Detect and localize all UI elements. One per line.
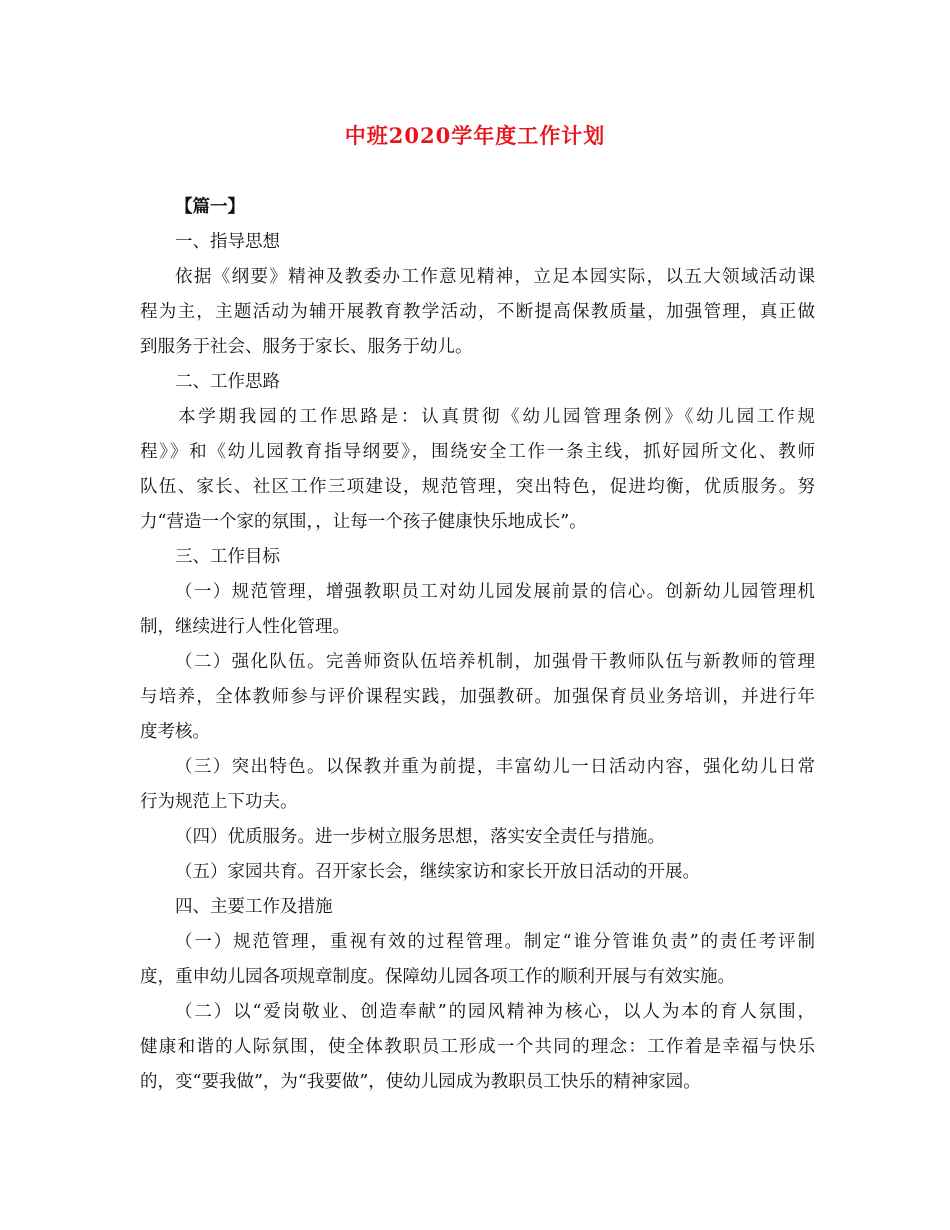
- paragraph-line: 的，变“要我做”，为“我要做”，使幼儿园成为教职员工快乐的精神家园。: [140, 1072, 701, 1092]
- heading-work-approach: 二、工作思路: [175, 372, 280, 392]
- paragraph-line: 本学期我园的工作思路是：认真贯彻《幼儿园管理条例》《幼儿园工作规: [178, 407, 815, 427]
- paragraph-line: 程为主，主题活动为辅开展教育教学活动，不断提高保教质量，加强管理，真正做: [140, 302, 815, 322]
- paragraph-line: 度考核。: [140, 722, 210, 742]
- paragraph-line: 行为规范上下功夫。: [140, 792, 298, 812]
- heading-work-goals: 三、工作目标: [175, 547, 280, 567]
- heading-guiding-thought: 一、指导思想: [175, 232, 280, 252]
- paragraph-line: 健康和谐的人际氛围，使全体教职员工形成一个共同的理念：工作着是幸福与快乐: [140, 1037, 815, 1057]
- paragraph-line: 度，重申幼儿园各项规章制度。保障幼儿园各项工作的顺利开展与有效实施。: [140, 967, 735, 987]
- paragraph-line: （二）以“爱岗敬业、创造奉献”的园风精神为核心，以人为本的育人氛围，: [175, 1002, 815, 1022]
- paragraph-line: （四）优质服务。进一步树立服务思想，落实安全责任与措施。: [175, 827, 665, 847]
- paragraph-line: 与培养，全体教师参与评价课程实践，加强教研。加强保育员业务培训，并进行年: [140, 687, 815, 707]
- paragraph-line: （五）家园共育。召开家长会，继续家访和家长开放日活动的开展。: [175, 862, 700, 882]
- paragraph-line: （三）突出特色。以保教并重为前提，丰富幼儿一日活动内容，强化幼儿日常: [175, 757, 815, 777]
- paragraph-line: 制，继续进行人性化管理。: [140, 617, 350, 637]
- paragraph-line: （二）强化队伍。完善师资队伍培养机制，加强骨干教师队伍与新教师的管理: [175, 652, 815, 672]
- paragraph-line: 依据《纲要》精神及教委办工作意见精神，立足本园实际，以五大领域活动课: [175, 267, 815, 287]
- section-label: 【篇一】: [175, 197, 245, 217]
- paragraph-line: 程》》和《幼儿园教育指导纲要》，围绕安全工作一条主线，抓好园所文化、教师: [140, 442, 815, 462]
- heading-main-work: 四、主要工作及措施: [175, 897, 333, 917]
- paragraph-line: 到服务于社会、服务于家长、服务于幼儿。: [140, 337, 473, 357]
- paragraph-line: （一）规范管理，重视有效的过程管理。制定“谁分管谁负责”的责任考评制: [175, 932, 815, 952]
- paragraph-line: （一）规范管理，增强教职员工对幼儿园发展前景的信心。创新幼儿园管理机: [175, 582, 815, 602]
- document-title: 中班2020学年度工作计划: [344, 123, 606, 148]
- paragraph-line: 力“营造一个家的氛围，，让每一个孩子健康快乐地成长”。: [140, 512, 587, 532]
- paragraph-line: 队伍、家长、社区工作三项建设，规范管理，突出特色，促进均衡，优质服务。努: [140, 477, 815, 497]
